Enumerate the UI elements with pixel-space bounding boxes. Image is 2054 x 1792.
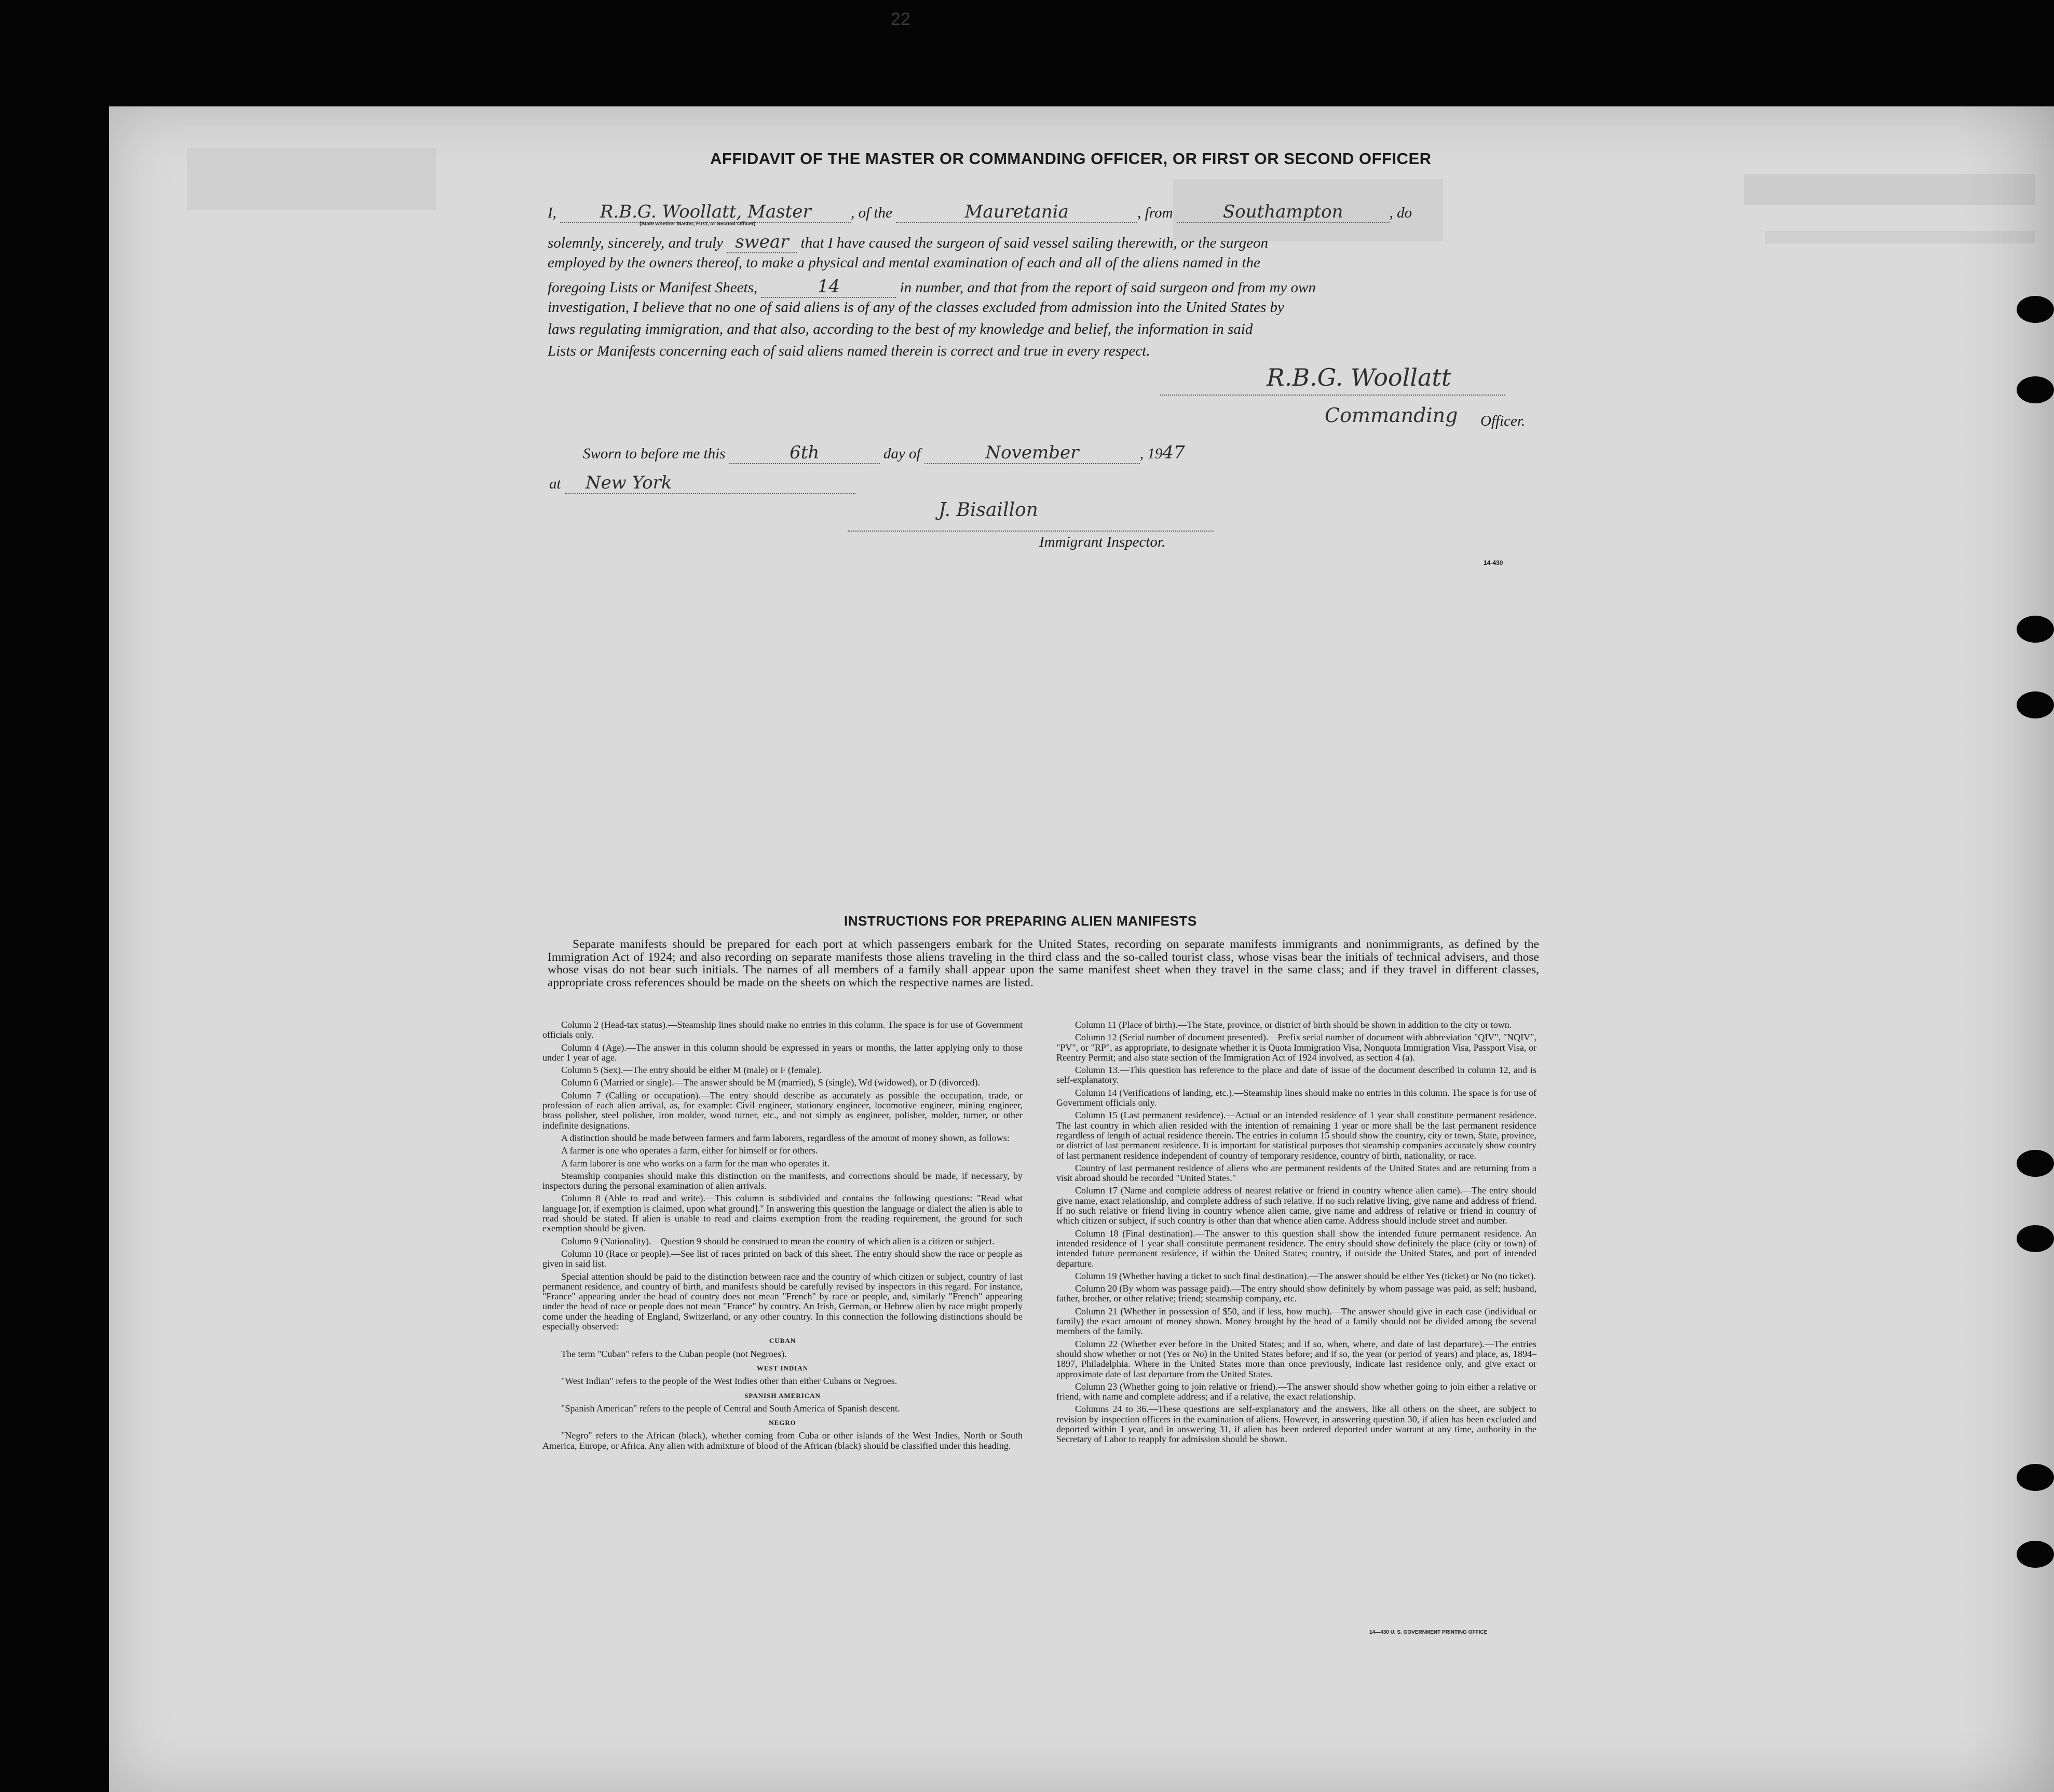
punch-hole bbox=[2017, 1541, 2054, 1568]
affidavit-line-3: employed by the owners thereof, to make a physical and mental examination of each and all of the aliens named in the bbox=[548, 254, 1260, 271]
inspector-label: Immigrant Inspector. bbox=[1039, 534, 1166, 550]
bleed-through-block bbox=[1765, 231, 2035, 243]
instruction-paragraph: Special attention should be paid to the distinction between race and the country of which citizen or subject, country of last permanent residence, and country of birth, and manifests should be carefully revised by inspectors in this regard. For instance, "France" appearing under the head of country does not mean "French" by race or people, and, similarly "French" appearing under the head of race or people does not mean "France" by country. An Irish, German, or Hebrew alien by race might properly come under the heading of England, Switzerland, or any other country. In this connection the following distinctions should be especially observed: bbox=[542, 1271, 1023, 1332]
instruction-paragraph: Country of last permanent residence of aliens who are permanent residents of the United States and are returning from a visit abroad should be recorded "United States." bbox=[1056, 1162, 1536, 1184]
definition-text: "West Indian" refers to the people of the West Indies other than either Cubans or Negroes. bbox=[561, 1376, 897, 1387]
officer-name-field: R.B.G. Woollatt, Master bbox=[560, 201, 851, 223]
instructions-intro bbox=[548, 938, 1539, 989]
affidavit-line-6: laws regulating immigration, and that also, according to the best of my knowledge and belief, the information in said bbox=[548, 321, 1253, 337]
instruction-paragraph: A farm laborer is one who works on a farm for the man who operates it. bbox=[561, 1158, 829, 1169]
printing-office-footer: 14—430 U. S. GOVERNMENT PRINTING OFFICE bbox=[1369, 1630, 1488, 1635]
do-text: , do bbox=[1389, 205, 1412, 221]
departure-port-field: Southampton bbox=[1177, 201, 1390, 223]
from-text: , from bbox=[1137, 205, 1173, 221]
affidavit-prefix: I, bbox=[548, 205, 556, 221]
definition-heading: CUBAN bbox=[769, 1337, 796, 1345]
master-signature-line bbox=[1160, 395, 1505, 396]
punch-hole bbox=[2017, 616, 2054, 643]
instruction-paragraph: A farmer is one who operates a farm, either for himself or for others. bbox=[561, 1145, 818, 1156]
definition-heading: NEGRO bbox=[769, 1419, 796, 1427]
officer-label: Officer. bbox=[1480, 413, 1526, 429]
instruction-paragraph: Column 2 (Head-tax status).—Steamship lines should make no entries in this column. The space is for use of Government officials only. bbox=[542, 1020, 1023, 1040]
sheet-count-field: 14 bbox=[761, 276, 896, 298]
sworn-month-field: November bbox=[924, 442, 1140, 464]
instruction-paragraph: Columns 24 to 36.—These questions are self-explanatory and the answers, like all others on the sheet, are subject to revision by inspection officers in the examination of aliens. However, in answering question 30, if alien has been excluded and deported within 1 year, and in answering 31, if alien has been ordered deported under warrant at any time, authority in the Secretary of Labor to reapply for admission should be shown. bbox=[1056, 1404, 1536, 1445]
inspector-signature-line bbox=[848, 531, 1214, 532]
instructions-intro-text: Separate manifests should be prepared for each port at which passengers embark for the United States, recording on separate manifests immigrants and nonimmigrants, as defined by the Immigration Act of 1924; and also recording on separate manifests those aliens traveling in the third class and the so-called tourist class, whose visas bear the initials of technical advisers, and those whose visas do not bear such initials. The names of all members of a family shall appear upon the same manifest sheet when they travel in the same class; and if they travel in different classes, appropriate cross references should be made on the sheets on which the respective names are listed. bbox=[548, 938, 1539, 989]
in-number-text: in number, and that from the report of said surgeon and from my own bbox=[900, 279, 1316, 296]
instructions-title: INSTRUCTIONS FOR PREPARING ALIEN MANIFESTS bbox=[844, 913, 1197, 929]
instruction-paragraph: Column 9 (Nationality).—Question 9 should be construed to mean the country of which alien is a citizen or subject. bbox=[561, 1236, 995, 1246]
officer-title-handwritten: Commanding bbox=[1325, 404, 1458, 427]
instruction-paragraph: Column 17 (Name and complete address of nearest relative or friend in country whence alien came).—The entry should give name, exact relationship, and complete address of such relative. If no such relative living, give name and address of friend. If no such relative or friend living in country whence alien came, give name and address of relative or friend in country of which citizen or subject, if such country is other than that whence alien came. Address should include street and number. bbox=[1056, 1185, 1536, 1226]
definition-heading: WEST INDIAN bbox=[756, 1364, 809, 1372]
instruction-paragraph: Column 23 (Whether going to join relative or friend).—The answer should show whether going to join either a relative or friend, with name and complete address; and if a relative, the exact relationship. bbox=[1056, 1381, 1536, 1402]
instruction-paragraph: Column 11 (Place of birth).—The State, province, or district of birth should be shown in addition to the city or town. bbox=[1075, 1020, 1512, 1030]
punch-hole bbox=[2017, 1225, 2054, 1252]
surgeon-text: that I have caused the surgeon of said vessel sailing therewith, or the surgeon bbox=[800, 235, 1269, 251]
inspector-signature: J. Bisaillon bbox=[938, 499, 1038, 521]
instruction-paragraph: Column 13.—This question has reference to the place and date of issue of the document described in column 12, and is self-explanatory. bbox=[1056, 1065, 1536, 1085]
affidavit-line-4 bbox=[548, 276, 1539, 298]
affidavit-form-number: 14-430 bbox=[1484, 559, 1503, 566]
sworn-day-field: 6th bbox=[729, 442, 880, 464]
affidavit-line-1 bbox=[548, 201, 1539, 223]
at-text: at bbox=[549, 476, 561, 492]
affidavit-line-2 bbox=[548, 232, 1539, 253]
bleed-through-block bbox=[187, 148, 436, 210]
instruction-paragraph: Column 8 (Able to read and write).—This column is subdivided and contains the following questions: "Read what language [or, if exemption is claimed, upon what ground]." In answering this question the language or dialect the alien is able to read should be stated. If alien is unable to read and claims exemption from the reading requirement, the ground for such exemption should be given. bbox=[542, 1193, 1023, 1234]
instruction-paragraph: Column 12 (Serial number of document presented).—Prefix serial number of document with abbreviation "QIV", "NQIV", "PV", or "RP", as appropriate, to designate whether it is Quota Immigration Visa, Nonquota Immigration Visa, Passport Visa, or Reentry Permit; and also state section of the Immigration Act of 1924 involved, as section 4 (a). bbox=[1056, 1032, 1536, 1063]
page-mark: 22 bbox=[891, 9, 910, 29]
instruction-paragraph: Column 7 (Calling or occupation).—The entry should describe as accurately as possible the occupation, trade, or profession of each alien arrival, as, for example: Civil engineer, stationary engineer, locomotive engineer, mining engineer, brass polisher, steel polisher, iron molder, wood turner, etc., and not simply as engineer, polisher, molder, turner, or other indefinite designations. bbox=[542, 1090, 1023, 1131]
affidavit-line-5: investigation, I believe that no one of said aliens is of any of the classes excluded from admission into the United States by bbox=[548, 299, 1284, 316]
bleed-through-block bbox=[1744, 174, 2035, 205]
sheet-edge-shadow bbox=[1961, 106, 2054, 1792]
instruction-paragraph: Column 6 (Married or single).—The answer should be M (married), S (single), Wd (widowed), or D (divorced). bbox=[561, 1077, 980, 1088]
affidavit-title: AFFIDAVIT OF THE MASTER OR COMMANDING OFFICER, OR FIRST OR SECOND OFFICER bbox=[710, 150, 1432, 168]
definition-text: The term "Cuban" refers to the Cuban people (not Negroes). bbox=[561, 1348, 787, 1359]
instructions-left-column bbox=[542, 1020, 1023, 1454]
definition-text: "Negro" refers to the African (black), whether coming from Cuba or other islands of the West Indies, North or South America, Europe, or Africa. Any alien with admixture of blood of the African (black) should be classified under this heading. bbox=[542, 1430, 1023, 1451]
instruction-paragraph: Column 5 (Sex).—The entry should be either M (male) or F (female). bbox=[561, 1065, 822, 1076]
instruction-paragraph: Column 21 (Whether in possession of $50, and if less, how much).—The answer should give in each case (individual or family) the exact amount of money shown. Money brought by the head of a family should not be divided among the several members of the family. bbox=[1056, 1306, 1536, 1337]
foregoing-text: foregoing Lists or Manifest Sheets, bbox=[548, 279, 758, 296]
punch-hole bbox=[2017, 296, 2054, 323]
instruction-paragraph: Column 20 (By whom was passage paid).—The entry should show definitely by whom passage was paid, as self; husband, father, brother, or other relative; friend; steamship company, etc. bbox=[1056, 1283, 1536, 1304]
instructions-right-column bbox=[1056, 1020, 1536, 1447]
master-signature: R.B.G. Woollatt bbox=[1267, 363, 1451, 391]
instruction-paragraph: Column 10 (Race or people).—See list of races printed on back of this sheet. The entry should show the race or people as given in said list. bbox=[542, 1248, 1023, 1269]
instruction-paragraph: A distinction should be made between farmers and farm laborers, regardless of the amount of money shown, as follows: bbox=[561, 1132, 1010, 1143]
sworn-text: Sworn to before me this bbox=[583, 445, 726, 462]
solemnly-text: solemnly, sincerely, and truly bbox=[548, 235, 724, 251]
of-the-text: , of the bbox=[851, 205, 892, 221]
punch-hole bbox=[2017, 1150, 2054, 1177]
sworn-place-line bbox=[549, 472, 871, 494]
sworn-year: 47 bbox=[1162, 442, 1185, 463]
affidavit-line-7: Lists or Manifests concerning each of said aliens named therein is correct and true in every respect. bbox=[548, 343, 1150, 359]
definition-heading: SPANISH AMERICAN bbox=[744, 1391, 821, 1400]
instruction-paragraph: Column 22 (Whether ever before in the United States; and if so, when, where, and date of last departure).—The entries should show whether or not (Yes or No) in the United States before; and if so, the year (or period of years) and place, as, 1894–1897, Philadelphia. Where in the United States more than once previously, indicate last residence only, and give exact or approximate date of last departure from the United States. bbox=[1056, 1338, 1536, 1379]
instruction-paragraph: Column 15 (Last permanent residence).—Actual or an intended residence of 1 year shall constitute permanent residence. The last country in which alien resided with the intention of remaining 1 year or more shall be the last permanent residence regardless of length of actual residence therein. The entries in column 15 should show the country, city or town, State, province, or district of last permanent residence. It is important for statistical purposes that steamship companies accurately show country of last permanent residence independent of country of temporary residence, country of birth, nationality, or race. bbox=[1056, 1110, 1536, 1161]
vessel-name-field: Mauretania bbox=[896, 201, 1137, 223]
officer-rank-note: (State whether Master, First, or Second Officer) bbox=[640, 221, 756, 227]
instruction-paragraph: Column 4 (Age).—The answer in this column should be expressed in years or months, the latter applying only to those under 1 year of age. bbox=[542, 1042, 1023, 1063]
punch-hole bbox=[2017, 376, 2054, 403]
instruction-paragraph: Steamship companies should make this distinction on the manifests, and corrections should be made, if necessary, by inspectors during the personal examination of alien arrivals. bbox=[542, 1170, 1023, 1191]
oath-word-field: swear bbox=[727, 232, 797, 253]
year-prefix: , 19 bbox=[1139, 445, 1163, 462]
instruction-paragraph: Column 18 (Final destination).—The answer to this question shall show the intended future permanent residence. An intended residence of 1 year shall constitute permanent residence. The entry should show definitely the place (city or town) of intended future permanent residence, if within the United States; country, if outside the United States, and port of intended departure. bbox=[1056, 1228, 1536, 1269]
instruction-paragraph: Column 14 (Verifications of landing, etc.).—Steamship lines should make no entries in this column. The space is for use of Government officials only. bbox=[1056, 1087, 1536, 1108]
definition-text: "Spanish American" refers to the people of Central and South America of Spanish descent. bbox=[561, 1403, 900, 1414]
sworn-line bbox=[583, 442, 1320, 464]
day-of-text: day of bbox=[883, 445, 921, 462]
sworn-place-field: New York bbox=[565, 472, 855, 494]
punch-hole bbox=[2017, 1464, 2054, 1491]
instruction-paragraph: Column 19 (Whether having a ticket to such final destination).—The answer should be either Yes (ticket) or No (no ticket). bbox=[1075, 1270, 1536, 1281]
punch-hole bbox=[2017, 691, 2054, 718]
